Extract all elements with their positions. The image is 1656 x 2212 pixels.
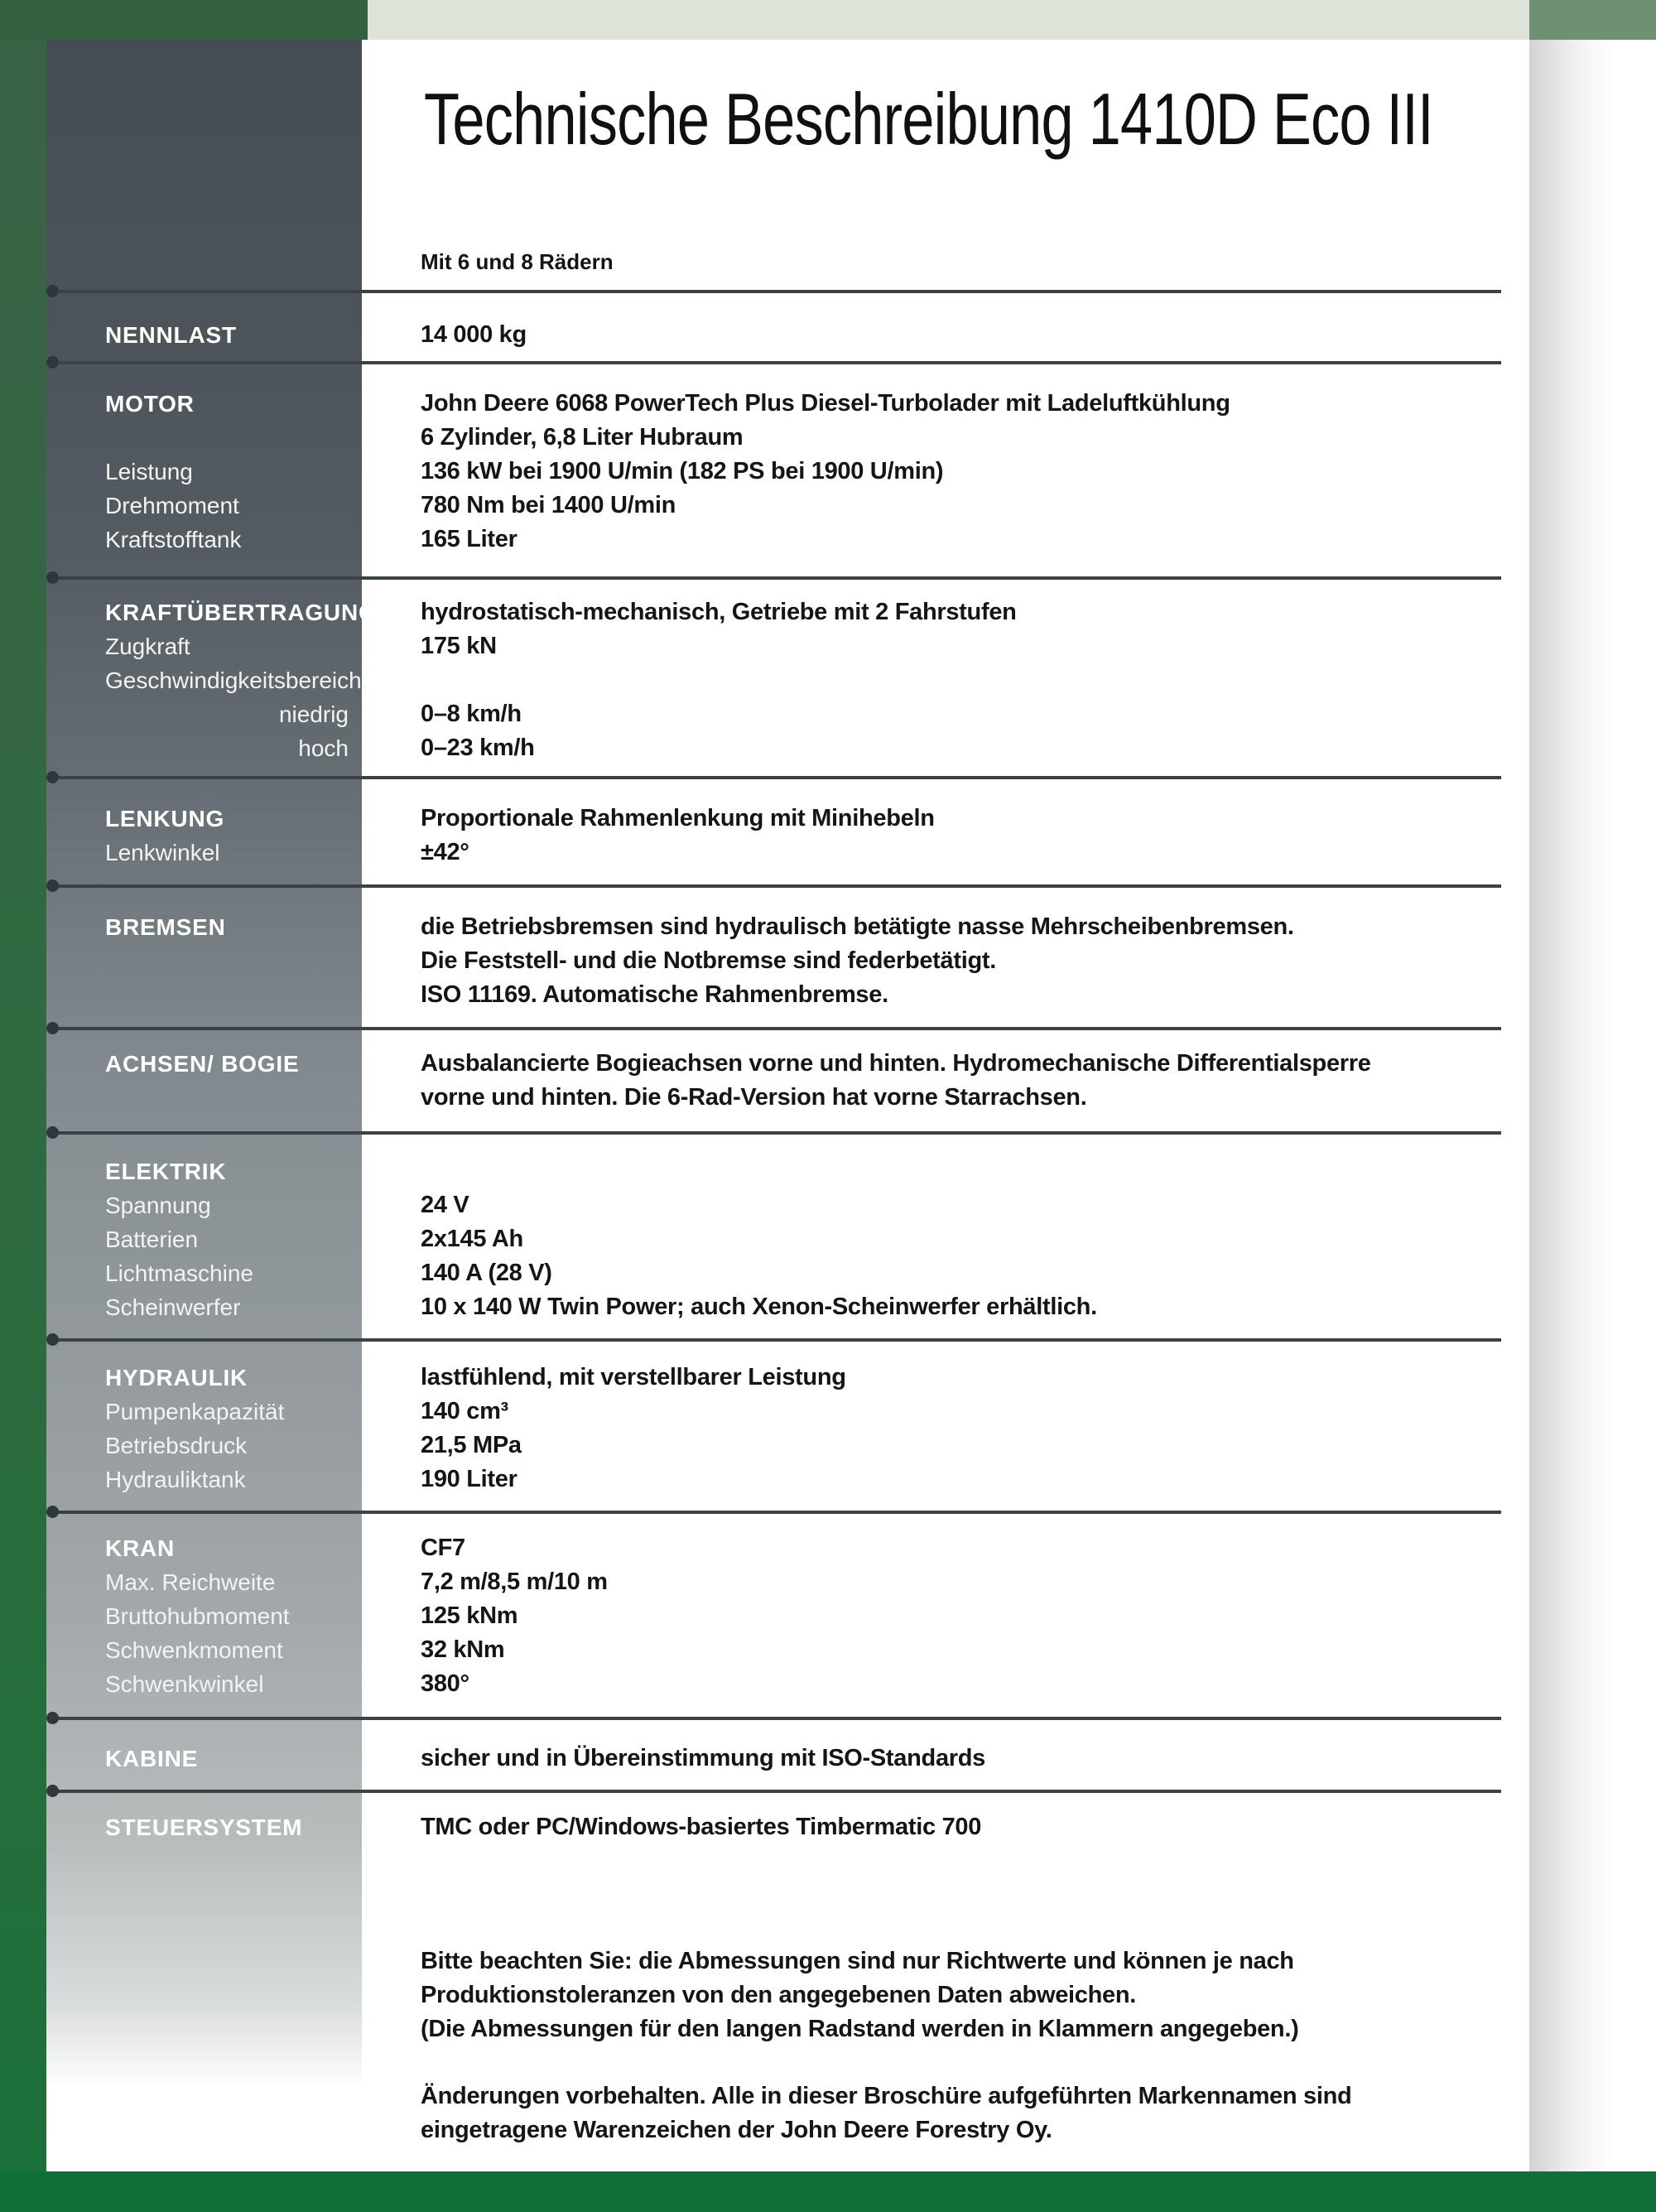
spec-label: Lichtmaschine <box>105 1260 253 1286</box>
divider-dot <box>46 1785 59 1797</box>
spec-row <box>0 978 1656 1012</box>
spec-value: 175 kN <box>421 633 497 659</box>
spec-label: Lenkwinkel <box>105 840 220 865</box>
spec-value: 24 V <box>421 1192 469 1218</box>
section-divider <box>50 361 1501 364</box>
spec-row <box>0 629 1656 663</box>
spec-value: John Deere 6068 PowerTech Plus Diesel-Turbolader mit Ladeluftkühlung <box>421 390 1230 417</box>
section-achsen-bogie <box>0 1047 1656 1115</box>
divider-dot <box>46 1126 59 1139</box>
section-divider <box>50 290 1501 293</box>
spec-value: 165 Liter <box>421 526 518 552</box>
spec-row <box>0 1531 1656 1565</box>
page-subtitle: Mit 6 und 8 Rädern <box>421 249 614 274</box>
trademark-note <box>421 2079 1501 2147</box>
spec-value: 380° <box>421 1670 469 1697</box>
note-line: eingetragene Warenzeichen der John Deere Forestry Oy. <box>421 2117 1052 2143</box>
spec-value: Die Feststell- und die Notbremse sind federbetätigt. <box>421 947 997 974</box>
section-bremsen <box>0 910 1656 1012</box>
spec-row <box>0 1463 1656 1496</box>
spec-label: Betriebsdruck <box>105 1433 248 1458</box>
section-lenkung <box>0 802 1656 870</box>
spec-value: ISO 11169. Automatische Rahmenbremse. <box>421 981 888 1008</box>
spec-row <box>0 1599 1656 1633</box>
note-line: (Die Abmessungen für den langen Radstand werden in Klammern angegeben.) <box>421 2016 1299 2042</box>
spec-value: 125 kNm <box>421 1602 518 1629</box>
divider-dot <box>46 1333 59 1346</box>
spec-row <box>0 595 1656 629</box>
section-divider <box>50 1717 1501 1720</box>
spec-row <box>0 1565 1656 1599</box>
top-banner-dark-green <box>0 0 368 40</box>
spec-section-label: BREMSEN <box>105 914 226 940</box>
spec-row <box>0 731 1656 765</box>
spec-value: 7,2 m/8,5 m/10 m <box>421 1569 608 1595</box>
spec-row <box>0 1290 1656 1324</box>
spec-value: vorne und hinten. Die 6-Rad-Version hat vorne Starrachsen. <box>421 1084 1087 1111</box>
spec-label: Pumpenkapazität <box>105 1399 285 1424</box>
divider-dot <box>46 1712 59 1724</box>
spec-value: 190 Liter <box>421 1466 518 1492</box>
spec-value: Ausbalancierte Bogieachsen vorne und hinten. Hydromechanische Differentialsperre <box>421 1050 1371 1077</box>
spec-label: Schwenkwinkel <box>105 1671 264 1697</box>
spec-row <box>0 1047 1656 1081</box>
spec-section-label: KRAFTÜBERTRAGUNG <box>105 600 378 625</box>
spec-value: hydrostatisch-mechanisch, Getriebe mit 2 Fahrstufen <box>421 599 1017 625</box>
section-kabine <box>0 1742 1656 1776</box>
spec-section-label: STEUERSYSTEM <box>105 1814 303 1840</box>
divider-dot <box>46 1022 59 1034</box>
divider-dot <box>46 771 59 783</box>
note-line: Änderungen vorbehalten. Alle in dieser Broschüre aufgeführten Markennamen sind <box>421 2083 1352 2109</box>
spec-label: Leistung <box>105 459 193 484</box>
spec-label: Bruttohubmoment <box>105 1603 290 1629</box>
page-title: Technische Beschreibung 1410D Eco III <box>424 78 1433 160</box>
spec-section-label: HYDRAULIK <box>105 1365 248 1390</box>
spec-row <box>0 1256 1656 1290</box>
section-divider <box>50 576 1501 580</box>
spec-row <box>0 910 1656 944</box>
spec-label: niedrig <box>278 701 349 727</box>
spec-value: 14 000 kg <box>421 321 527 348</box>
spec-label: Max. Reichweite <box>105 1569 276 1595</box>
section-hydraulik <box>0 1361 1656 1496</box>
spec-row <box>0 1742 1656 1776</box>
spec-value: lastfühlend, mit verstellbarer Leistung <box>421 1364 846 1390</box>
spec-row <box>0 523 1656 557</box>
divider-dot <box>46 571 59 584</box>
spec-row <box>0 1081 1656 1115</box>
spec-value: sicher und in Übereinstimmung mit ISO-Standards <box>421 1745 985 1771</box>
note-line: Bitte beachten Sie: die Abmessungen sind nur Richtwerte und können je nach <box>421 1948 1294 1974</box>
spec-row <box>0 1222 1656 1256</box>
spec-label: Batterien <box>105 1226 199 1252</box>
section-divider <box>50 1131 1501 1135</box>
spec-row <box>0 387 1656 421</box>
section-divider <box>50 1511 1501 1514</box>
spec-value: 21,5 MPa <box>421 1432 522 1458</box>
spec-row <box>0 663 1656 697</box>
spec-value: CF7 <box>421 1535 465 1561</box>
spec-label: Schwenkmoment <box>105 1637 283 1663</box>
spec-row <box>0 1395 1656 1429</box>
spec-value: 0–23 km/h <box>421 735 535 761</box>
spec-value: Proportionale Rahmenlenkung mit Minihebeln <box>421 805 935 831</box>
spec-label: Geschwindigkeitsbereich, <box>105 667 368 693</box>
spec-section-label: KABINE <box>105 1746 199 1771</box>
spec-value: 2x145 Ah <box>421 1226 523 1252</box>
divider-dot <box>46 879 59 892</box>
spec-row <box>0 318 1656 352</box>
spec-section-label: ELEKTRIK <box>105 1159 227 1184</box>
note-line: Produktionstoleranzen von den angegebenen Daten abweichen. <box>421 1982 1137 2008</box>
spec-label: Spannung <box>105 1193 211 1218</box>
spec-label: Hydrauliktank <box>105 1467 246 1492</box>
spec-value: 140 A (28 V) <box>421 1260 552 1286</box>
spec-section-label: NENNLAST <box>105 322 237 348</box>
spec-value: ±42° <box>421 839 469 865</box>
section-divider <box>50 1338 1501 1342</box>
spec-value: 6 Zylinder, 6,8 Liter Hubraum <box>421 424 744 451</box>
spec-label: Scheinwerfer <box>105 1294 241 1320</box>
spec-row <box>0 421 1656 455</box>
spec-value: 32 kNm <box>421 1636 505 1663</box>
spec-section-label: ACHSEN/ BOGIE <box>105 1051 300 1077</box>
section-steuersystem <box>0 1810 1656 1844</box>
spec-row <box>0 1633 1656 1667</box>
spec-row <box>0 1429 1656 1463</box>
section-elektrik <box>0 1154 1656 1324</box>
spec-row <box>0 836 1656 870</box>
spec-row <box>0 1361 1656 1395</box>
spec-value: die Betriebsbremsen sind hydraulisch betätigte nasse Mehrscheibenbremsen. <box>421 913 1294 940</box>
spec-label: hoch <box>298 735 349 761</box>
divider-dot <box>46 285 59 297</box>
spec-row <box>0 802 1656 836</box>
section-motor <box>0 387 1656 557</box>
spec-row <box>0 1667 1656 1701</box>
spec-value: 780 Nm bei 1400 U/min <box>421 492 676 518</box>
divider-dot <box>46 356 59 369</box>
spec-section-label: LENKUNG <box>105 806 225 831</box>
divider-dot <box>46 1506 59 1518</box>
spec-label: Drehmoment <box>105 493 239 518</box>
spec-row <box>0 697 1656 731</box>
section-divider <box>50 776 1501 779</box>
top-banner-green <box>1529 0 1656 40</box>
section-kraftuebertragung <box>0 595 1656 765</box>
section-divider <box>50 884 1501 888</box>
spec-row <box>0 1810 1656 1844</box>
section-divider <box>50 1027 1501 1030</box>
spec-label: Kraftstofftank <box>105 527 242 552</box>
spec-value: 0–8 km/h <box>421 701 522 727</box>
bottom-green-bar <box>0 2171 1656 2212</box>
spec-row <box>0 1154 1656 1188</box>
spec-value: 140 cm³ <box>421 1398 508 1424</box>
section-nennlast <box>0 318 1656 352</box>
section-divider <box>50 1790 1501 1793</box>
spec-label: Zugkraft <box>105 634 190 659</box>
spec-value: 136 kW bei 1900 U/min (182 PS bei 1900 U/min) <box>421 458 944 484</box>
spec-value: TMC oder PC/Windows-basiertes Timbermatic 700 <box>421 1814 982 1840</box>
top-banner-sage <box>368 0 1529 40</box>
spec-section-label: KRAN <box>105 1535 176 1561</box>
section-kran <box>0 1531 1656 1701</box>
spec-row <box>0 489 1656 523</box>
spec-row <box>0 1188 1656 1222</box>
spec-value: 10 x 140 W Twin Power; auch Xenon-Scheinwerfer erhältlich. <box>421 1294 1097 1320</box>
dimension-note <box>421 1945 1501 2046</box>
spec-row <box>0 455 1656 489</box>
spec-section-label: MOTOR <box>105 391 195 417</box>
spec-row <box>0 944 1656 978</box>
